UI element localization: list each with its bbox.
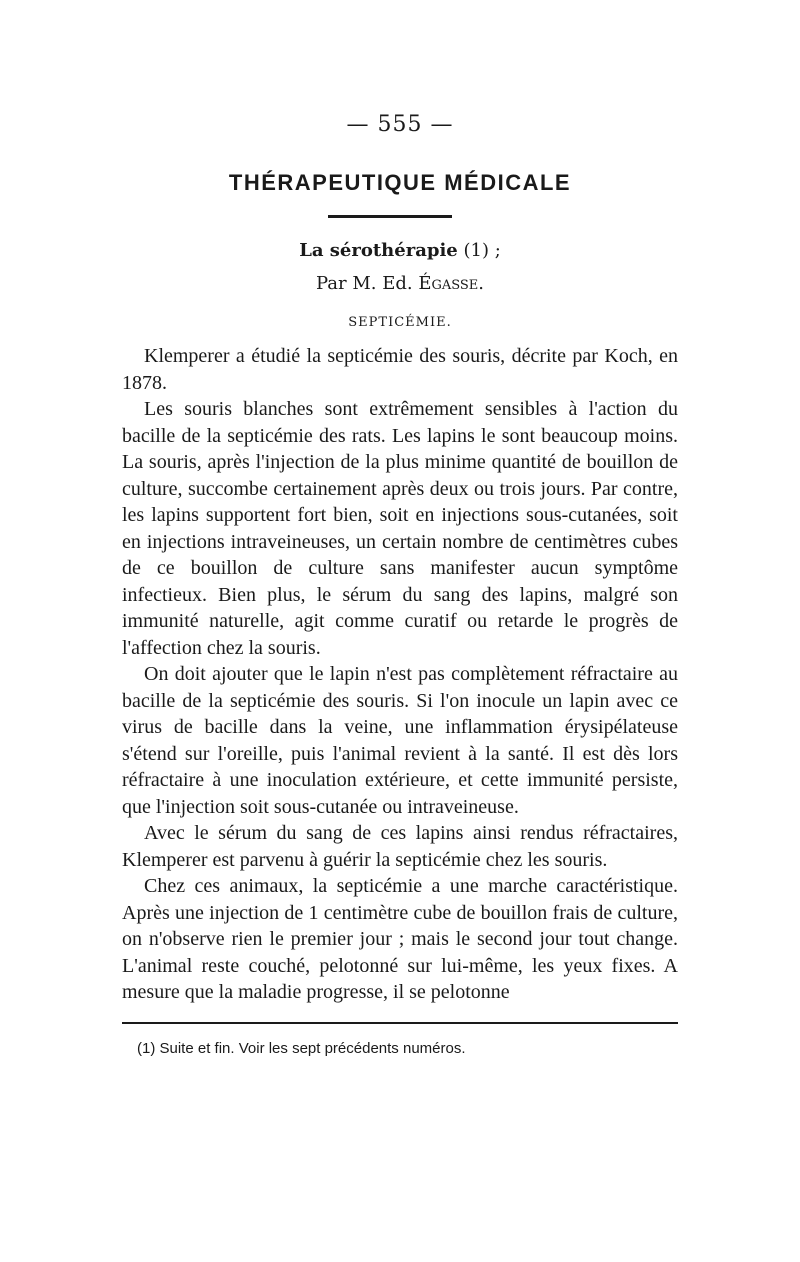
paragraph: Klemperer a étudié la septicémie des souris, décrite par Koch, en 1878. bbox=[122, 345, 678, 394]
paragraph: On doit ajouter que le lapin n'est pas complètement réfractaire au bacille de la septicémie des souris. Si l'on inocule un lapin avec ce virus de bacille dans la veine, une inflammation érysipélateuse s'étend sur l'oreille, puis l'animal revient à la santé. Il est dès lors réfractaire à une inoculation extérieure, et cette immunité persiste, que l'injection soit sous-cutanée ou intraveineuse. bbox=[122, 663, 678, 818]
article-title bbox=[0, 240, 800, 261]
title-divider bbox=[328, 215, 452, 218]
paragraph: Avec le sérum du sang de ces lapins ainsi rendus réfractaires, Klemperer est parvenu à guérir la septicémie chez les souris. bbox=[122, 822, 678, 871]
footnote: (1) Suite et fin. Voir les sept précédents numéros. bbox=[137, 1040, 466, 1057]
author-name: Égasse. bbox=[418, 273, 485, 294]
article-title-text: La sérothérapie bbox=[299, 240, 458, 261]
author-prefix: Par M. Ed. bbox=[315, 273, 413, 294]
page-number: — 555 — bbox=[346, 112, 454, 137]
subheading: SEPTICÉMIE. bbox=[348, 315, 452, 330]
footnote-divider bbox=[122, 1022, 678, 1024]
paragraph: Les souris blanches sont extrêmement sensibles à l'action du bacille de la septicémie des rats. Les lapins le sont beaucoup moins. La souris, après l'injection de la plus minime quantité de bouillon de culture, succombe certainement après deux ou trois jours. Par contre, les lapins supportent fort bien, soit en injections sous-cutanées, soit en injections intraveineuses, un certain nombre de centimètres cubes de ce bouillon de culture sans manifester aucun symptôme infectieux. Bien plus, le sérum du sang des lapins, malgré son immunité naturelle, agit comme curatif ou retarde le progrès de l'affection chez la souris. bbox=[122, 398, 678, 659]
section-title: THÉRAPEUTIQUE MÉDICALE bbox=[228, 170, 572, 195]
author-line bbox=[0, 273, 800, 294]
body-text bbox=[122, 343, 678, 1006]
article-title-footnote-ref: (1) ; bbox=[463, 240, 501, 261]
paragraph: Chez ces animaux, la septicémie a une marche caractéristique. Après une injection de 1 centimètre cube de bouillon frais de culture, on n'observe rien le premier jour ; mais le second jour tout change. L'animal reste couché, pelotonné sur lui-même, les yeux fixes. A mesure que la maladie progresse, il se pelotonne bbox=[122, 875, 678, 1003]
